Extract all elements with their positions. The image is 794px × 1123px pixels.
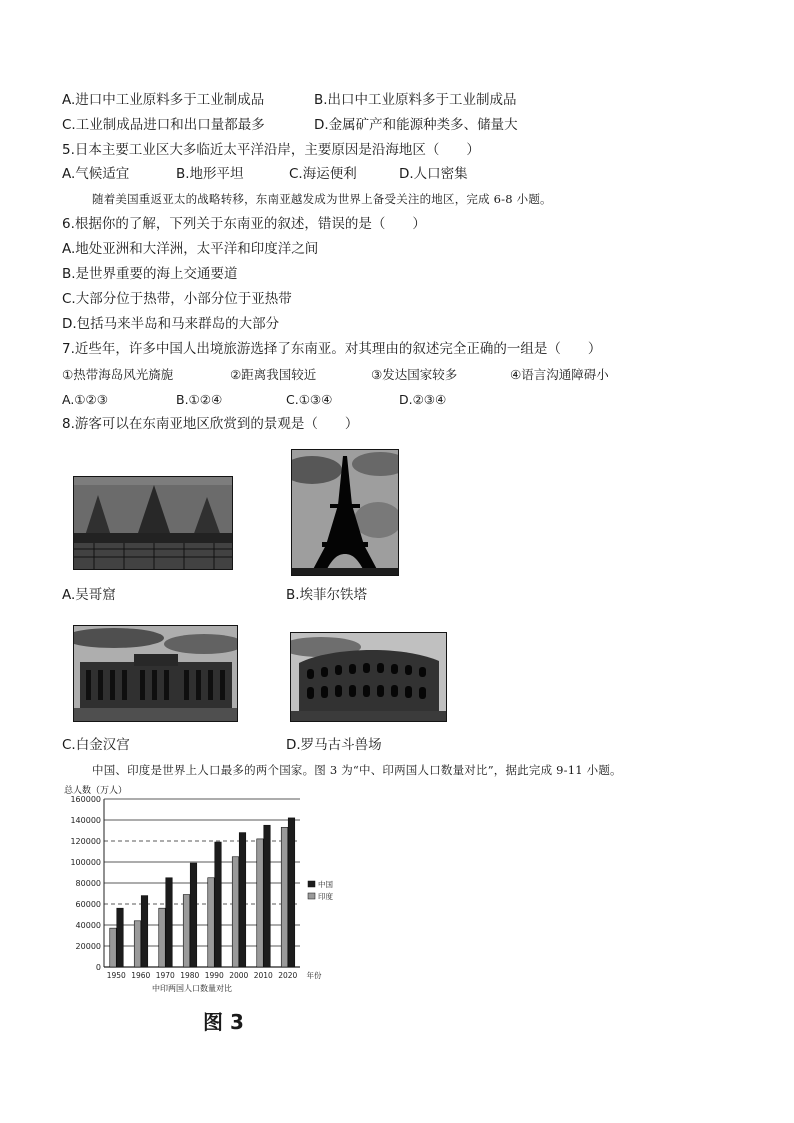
q6-option-c: C.大部分位于热带，小部分位于亚热带	[62, 291, 292, 307]
bar-india	[183, 895, 190, 967]
y-tick-label: 80000	[75, 879, 101, 888]
bar-china	[264, 825, 271, 967]
bar-china	[190, 863, 197, 967]
colosseum-image	[290, 632, 447, 722]
q5-option-d: D.人口密集	[399, 166, 468, 182]
q7-statement-4: ④语言沟通障碍小	[510, 367, 609, 382]
bar-china	[166, 878, 173, 967]
bar-india	[281, 827, 288, 967]
y-tick-label: 0	[95, 963, 101, 972]
legend-swatch	[308, 893, 315, 899]
y-tick-label: 20000	[75, 942, 101, 951]
q4-option-b: B.出口中工业原料多于工业制成品	[314, 92, 517, 108]
buckingham-palace-image	[73, 625, 238, 722]
bar-china	[215, 842, 222, 967]
bar-china	[239, 833, 246, 967]
y-tick-label: 40000	[75, 921, 101, 930]
q7-statement-1: ①热带海岛风光旖旎	[62, 367, 174, 382]
q7-option-b: B.①②④	[176, 392, 223, 407]
q6-stem: 6.根据你的了解，下列关于东南亚的叙述，错误的是（ ）	[62, 216, 426, 232]
x-tick-label: 2010	[253, 971, 273, 980]
q7-option-c: C.①③④	[286, 392, 333, 407]
legend-swatch	[308, 881, 315, 887]
population-bar-chart	[62, 783, 352, 998]
bar-india	[257, 839, 264, 967]
x-tick-label: 2000	[229, 971, 249, 980]
y-tick-label: 140000	[70, 816, 101, 825]
q6-option-b: B.是世界重要的海上交通要道	[62, 266, 238, 282]
y-tick-label: 160000	[70, 795, 101, 804]
bar-china	[117, 908, 124, 967]
q7-stem: 7.近些年，许多中国人出境旅游选择了东南亚。对其理由的叙述完全正确的一组是（ ）	[62, 341, 602, 357]
x-tick-label: 1980	[180, 971, 200, 980]
y-axis-title: 总人数（万人）	[64, 786, 128, 796]
intro-9-11: 中国、印度是世界上人口最多的两个国家。图 3 为“中、印两国人口数量对比”，据此完成 9-11 小题。	[92, 763, 622, 777]
x-axis-title: 中印两国人口数量对比	[152, 984, 232, 993]
q4-option-c: C.工业制成品进口和出口量都最多	[62, 117, 265, 133]
q8-option-a: A.吴哥窟	[62, 587, 116, 603]
x-tick-label: 年份	[306, 971, 322, 980]
q7-statement-3: ③发达国家较多	[371, 367, 458, 382]
q7-option-d: D.②③④	[399, 392, 447, 407]
q5-stem: 5.日本主要工业区大多临近太平洋沿岸，主要原因是沿海地区（ ）	[62, 142, 480, 158]
legend-label: 中国	[318, 880, 333, 889]
x-tick-label: 1970	[155, 971, 175, 980]
y-tick-label: 120000	[70, 837, 101, 846]
q6-option-a: A.地处亚洲和大洋洲，太平洋和印度洋之间	[62, 241, 319, 257]
bar-china	[288, 818, 295, 967]
bar-india	[159, 908, 166, 967]
bar-india	[232, 857, 239, 967]
figure-label: 图 3	[203, 1010, 244, 1034]
bar-india	[110, 928, 117, 967]
q7-statement-2: ②距离我国较近	[230, 367, 317, 382]
bar-china	[141, 896, 148, 967]
q5-option-c: C.海运便利	[289, 166, 357, 182]
q8-option-c: C.白金汉宫	[62, 737, 130, 753]
eiffel-tower-image	[291, 449, 399, 576]
q4-option-d: D.金属矿产和能源种类多、储量大	[314, 117, 518, 133]
q8-option-d: D.罗马古斗兽场	[286, 737, 382, 753]
q7-option-a: A.①②③	[62, 392, 108, 407]
legend-label: 印度	[318, 892, 333, 901]
x-tick-label: 1950	[106, 971, 126, 980]
bar-india	[208, 878, 215, 967]
y-tick-label: 60000	[75, 900, 101, 909]
q6-option-d: D.包括马来半岛和马来群岛的大部分	[62, 316, 280, 332]
q8-stem: 8.游客可以在东南亚地区欣赏到的景观是（ ）	[62, 416, 359, 432]
x-tick-label: 2020	[278, 971, 298, 980]
q8-option-b: B.埃菲尔铁塔	[286, 587, 368, 603]
q5-option-b: B.地形平坦	[176, 166, 244, 182]
bar-india	[134, 921, 141, 967]
intro-6-8: 随着美国重返亚太的战略转移，东南亚越发成为世界上备受关注的地区，完成 6-8 小题。	[92, 192, 552, 206]
q5-option-a: A.气候适宜	[62, 166, 130, 182]
y-tick-label: 100000	[70, 858, 101, 867]
angkor-wat-image	[73, 476, 233, 570]
x-tick-label: 1960	[131, 971, 151, 980]
q4-option-a: A.进口中工业原料多于工业制成品	[62, 92, 265, 108]
x-tick-label: 1990	[204, 971, 224, 980]
